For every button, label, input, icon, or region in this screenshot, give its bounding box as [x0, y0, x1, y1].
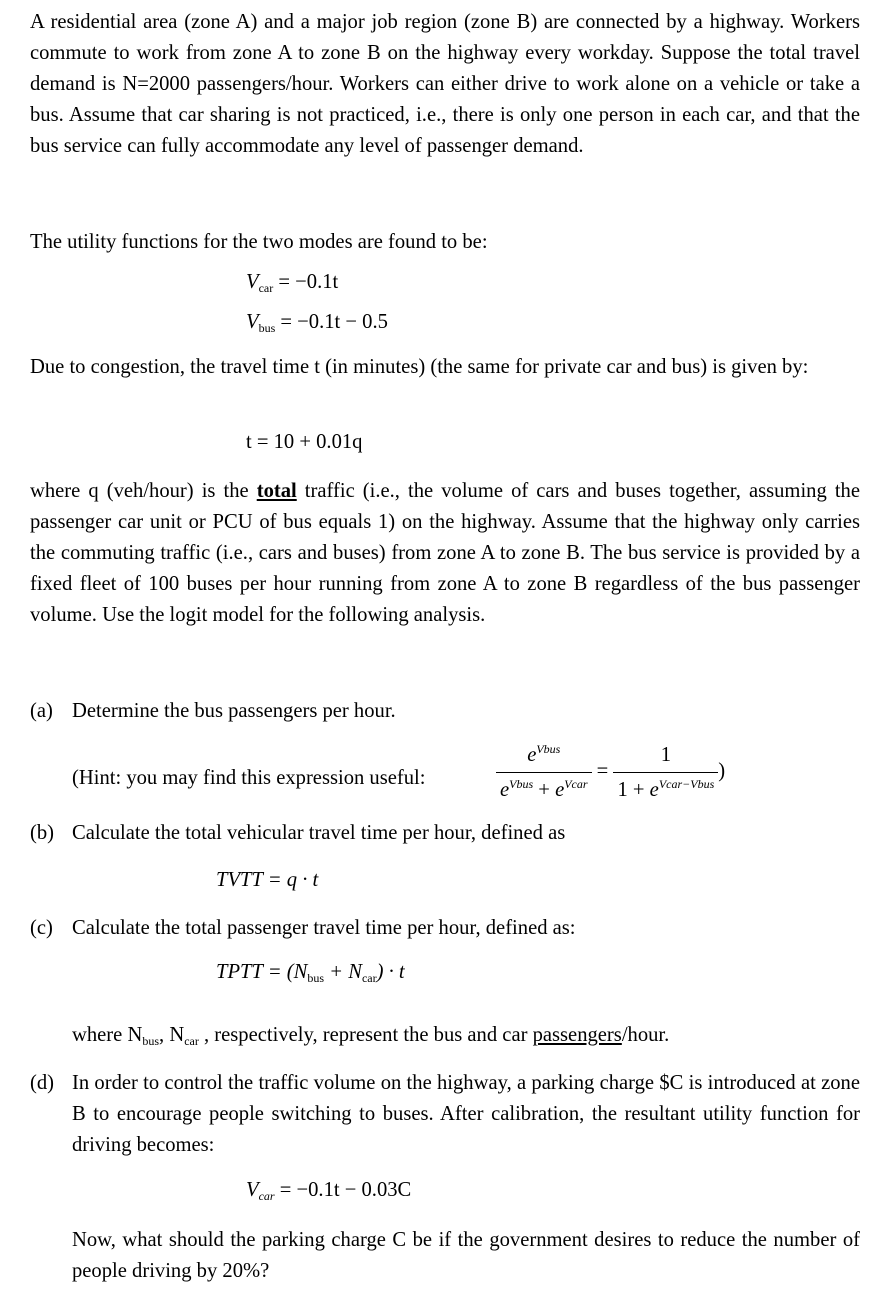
passenger-definition: where $N_{bus}$, $N_{car}$ , respectively, represent the bus and car passengers/hour.	[72, 1024, 670, 1048]
tptt-equation: TPTT = $(N_{bus} + N_{car}) \cdot t$	[216, 961, 405, 985]
part-c-text: Calculate the total passenger travel time per hour, defined as:	[72, 917, 576, 939]
utility-bus-equation: $V_{bus} = -0.1t - 0.5$	[246, 311, 388, 335]
part-d-question: Now, what should the parking charge C be if the government desires to reduce the number of people driving by 20%?	[72, 1229, 860, 1282]
where-paragraph: where q (veh/hour) is the total traffic (i.e., the volume of cars and buses together, assuming the passenger car unit or PCU of bus equals 1) on the highway. Assume that the highway only carries the commuting traffic (i.e., cars and buses) from zone A to zone B. The bus service is provided by a fixed fleet of 100 buses per hour running from zone A to zone B regardless of the bus passenger volume. Use the logit model for the following analysis.	[30, 480, 860, 626]
utility-car-equation: $V_{car} = -0.1t$	[246, 271, 339, 295]
part-a-text: Determine the bus passengers per hour.	[72, 700, 396, 722]
logit-fraction-right: $\frac{1}{1 + e^{Vcar-Vbus}}$	[613, 738, 718, 807]
logit-formula: $\frac{e^{Vbus}}{e^{Vbus} + e^{Vcar}}$ = $\frac{1}{1 + e^{Vcar-Vbus}}$ )	[496, 738, 725, 807]
part-d-label: (d)	[30, 1072, 55, 1094]
part-a-hint: (Hint: you may find this expression useful:	[72, 767, 426, 789]
travel-time-equation: t = 10 + 0.01q	[246, 431, 363, 453]
part-d-text: In order to control the traffic volume on the highway, a parking charge $C is introduced at zone B to encourage people switching to buses. After calibration, the resultant utility function for driving becomes:	[72, 1072, 860, 1156]
part-b-label: (b)	[30, 822, 55, 844]
parking-utility-equation: $V_{car} = -0.1t - 0.03C$	[246, 1179, 412, 1203]
intro-paragraph: A residential area (zone A) and a major job region (zone B) are connected by a highway. Workers commute to work from zone A to zone B on the highway every workday. Suppose the total travel demand is N=2000 passengers/hour. Workers can either drive to work alone on a vehicle or take a bus. Assume that car sharing is not practiced, i.e., there is only one person in each car, and that the bus service can fully accommodate any level of passenger demand.	[30, 11, 860, 157]
utility-intro: The utility functions for the two modes are found to be:	[30, 231, 488, 253]
part-a-label: (a)	[30, 700, 53, 722]
tvtt-equation: TVTT = q · t	[216, 869, 319, 891]
congestion-paragraph: Due to congestion, the travel time t (in minutes) (the same for private car and bus) is given by:	[30, 356, 809, 378]
part-b-text: Calculate the total vehicular travel time per hour, defined as	[72, 822, 566, 844]
logit-fraction-left: $\frac{e^{Vbus}}{e^{Vbus} + e^{Vcar}}$	[496, 738, 592, 807]
part-c-label: (c)	[30, 917, 53, 939]
